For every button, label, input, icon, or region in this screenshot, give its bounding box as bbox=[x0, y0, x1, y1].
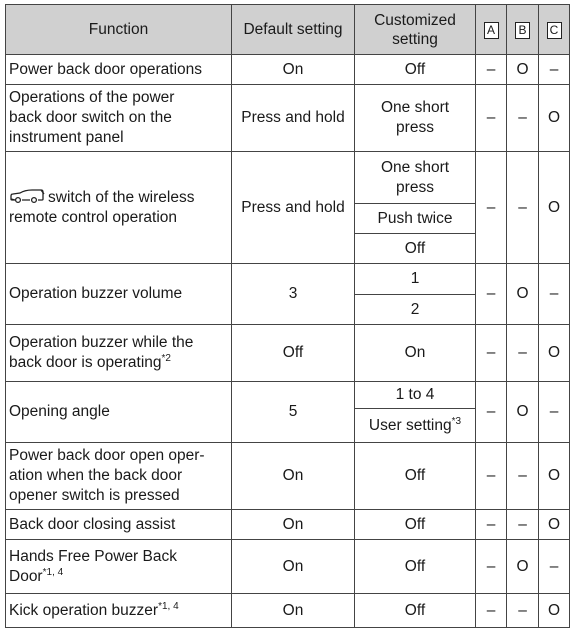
custom-line: press bbox=[396, 119, 434, 136]
table-row bbox=[6, 510, 570, 540]
header-col-a bbox=[476, 5, 507, 55]
footnote-marker: *3 bbox=[451, 415, 462, 427]
function-line: Kick operation buzzer bbox=[9, 601, 159, 619]
function-line: opener switch is pressed bbox=[9, 487, 180, 504]
table-row bbox=[6, 325, 570, 382]
table-row bbox=[6, 443, 570, 510]
function-cell bbox=[6, 152, 232, 264]
custom-option-cell: Push twice bbox=[355, 204, 476, 234]
function-line: Hands Free Power Back bbox=[9, 547, 177, 565]
function-line: Operation buzzer while the bbox=[9, 334, 194, 351]
col-a-cell: – bbox=[476, 594, 507, 628]
col-c-cell: – bbox=[539, 264, 570, 325]
col-a-cell: – bbox=[476, 152, 507, 264]
custom-line: press bbox=[396, 178, 434, 196]
column-c-badge: C bbox=[547, 22, 562, 39]
function-cell bbox=[6, 325, 232, 382]
column-b-badge: B bbox=[515, 22, 530, 39]
function-cell: Operation buzzer volume bbox=[6, 264, 232, 325]
function-line: Operations of the power bbox=[9, 89, 175, 106]
function-cell bbox=[6, 594, 232, 628]
col-a-cell: – bbox=[476, 510, 507, 540]
custom-cell: Off bbox=[355, 443, 476, 510]
col-b-cell: – bbox=[507, 594, 539, 628]
default-cell: On bbox=[232, 55, 355, 85]
col-b-cell: – bbox=[507, 510, 539, 540]
header-function: Function bbox=[6, 5, 232, 55]
header-default-setting: Default setting bbox=[232, 5, 355, 55]
table-row bbox=[6, 540, 570, 594]
default-cell: Press and hold bbox=[232, 85, 355, 152]
footnote-marker: *1, 4 bbox=[158, 600, 179, 612]
footnote-marker: *1, 4 bbox=[42, 566, 64, 578]
default-cell: On bbox=[232, 540, 355, 594]
default-cell: On bbox=[232, 594, 355, 628]
column-a-badge: A bbox=[484, 22, 499, 39]
default-cell: Press and hold bbox=[232, 152, 355, 264]
custom-cell: Off bbox=[355, 540, 476, 594]
function-cell: Power back door operations bbox=[6, 55, 232, 85]
col-a-cell: – bbox=[476, 325, 507, 382]
table-row bbox=[6, 264, 570, 295]
col-a-cell: – bbox=[476, 85, 507, 152]
col-c-cell: O bbox=[539, 443, 570, 510]
col-a-cell: – bbox=[476, 55, 507, 85]
col-a-cell: – bbox=[476, 443, 507, 510]
col-c-cell: O bbox=[539, 85, 570, 152]
function-line: Power back door open oper- bbox=[9, 447, 205, 464]
col-c-cell: O bbox=[539, 510, 570, 540]
header-row bbox=[6, 5, 570, 55]
back-door-remote-icon bbox=[9, 189, 45, 204]
col-a-cell: – bbox=[476, 264, 507, 325]
function-line: remote control operation bbox=[9, 208, 178, 226]
function-line: instrument panel bbox=[9, 129, 124, 146]
table-row bbox=[6, 382, 570, 409]
custom-option-cell: 1 to 4 bbox=[355, 382, 476, 409]
custom-cell: Off bbox=[355, 510, 476, 540]
col-c-cell: – bbox=[539, 55, 570, 85]
header-customized-line2: setting bbox=[392, 30, 438, 48]
custom-cell: On bbox=[355, 325, 476, 382]
custom-cell bbox=[355, 85, 476, 152]
default-cell: On bbox=[232, 443, 355, 510]
col-b-cell: – bbox=[507, 443, 539, 510]
table-row bbox=[6, 152, 570, 204]
custom-line: One short bbox=[380, 99, 450, 116]
custom-option-cell: 1 bbox=[355, 264, 476, 295]
table-row bbox=[6, 594, 570, 628]
custom-line: User setting bbox=[368, 416, 452, 434]
col-c-cell: – bbox=[539, 540, 570, 594]
custom-line: One short bbox=[380, 158, 450, 176]
custom-option-cell bbox=[355, 152, 476, 204]
function-line: back door switch on the bbox=[9, 109, 172, 126]
col-b-cell: – bbox=[507, 152, 539, 264]
default-cell: Off bbox=[232, 325, 355, 382]
function-cell bbox=[6, 443, 232, 510]
col-a-cell: – bbox=[476, 382, 507, 443]
custom-cell: Off bbox=[355, 55, 476, 85]
col-b-cell: O bbox=[507, 55, 539, 85]
col-b-cell: O bbox=[507, 264, 539, 325]
custom-cell: Off bbox=[355, 594, 476, 628]
function-line: Door bbox=[9, 567, 43, 585]
settings-table bbox=[5, 4, 570, 628]
footnote-marker: *2 bbox=[161, 353, 171, 364]
custom-option-cell bbox=[355, 409, 476, 443]
function-cell bbox=[6, 540, 232, 594]
header-customized-line1: Customized bbox=[374, 11, 456, 29]
function-line: back door is operating bbox=[9, 354, 162, 371]
col-c-cell: O bbox=[539, 594, 570, 628]
function-cell: Opening angle bbox=[6, 382, 232, 443]
table-row bbox=[6, 85, 570, 152]
header-col-c bbox=[539, 5, 570, 55]
custom-option-cell: Off bbox=[355, 234, 476, 264]
col-c-cell: O bbox=[539, 152, 570, 264]
function-line: ation when the back door bbox=[9, 467, 183, 484]
col-b-cell: O bbox=[507, 540, 539, 594]
col-c-cell: O bbox=[539, 325, 570, 382]
header-col-b bbox=[507, 5, 539, 55]
col-b-cell: O bbox=[507, 382, 539, 443]
default-cell: 3 bbox=[232, 264, 355, 325]
function-cell bbox=[6, 85, 232, 152]
function-cell: Back door closing assist bbox=[6, 510, 232, 540]
header-customized-setting bbox=[355, 5, 476, 55]
default-cell: On bbox=[232, 510, 355, 540]
table-row bbox=[6, 55, 570, 85]
col-a-cell: – bbox=[476, 540, 507, 594]
default-cell: 5 bbox=[232, 382, 355, 443]
col-b-cell: – bbox=[507, 85, 539, 152]
col-c-cell: – bbox=[539, 382, 570, 443]
function-line: switch of the wireless bbox=[48, 188, 195, 206]
col-b-cell: – bbox=[507, 325, 539, 382]
custom-option-cell: 2 bbox=[355, 295, 476, 325]
